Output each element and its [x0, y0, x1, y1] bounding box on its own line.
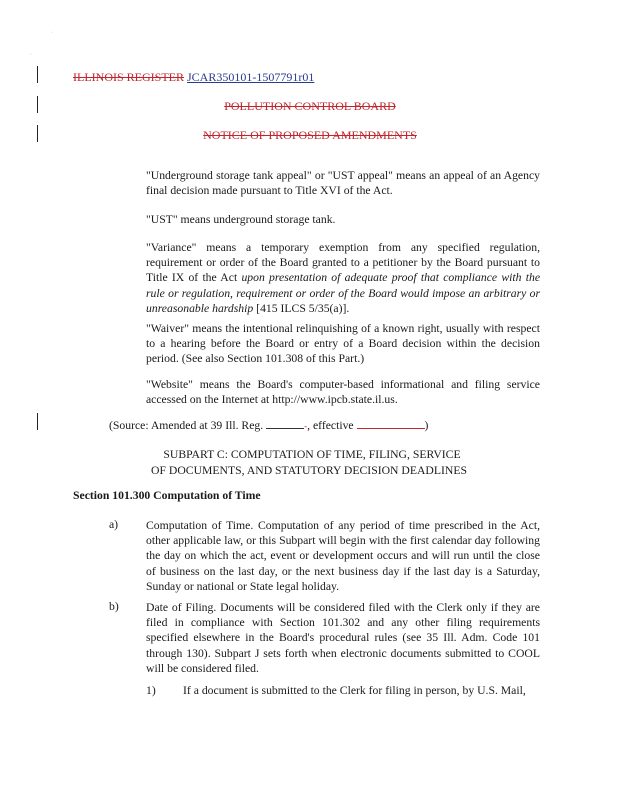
- item-b: [146, 600, 540, 676]
- item-b1-text: If a document is submitted to the Clerk for filing in person, by U.S. Mail,: [183, 684, 526, 697]
- definition-text: "Website" means the Board's computer-based informational and filing service accessed on the Internet at http://www.ipcb.state.il.us.: [146, 378, 540, 407]
- register-inserted-text: JCAR350101-1507791r01: [187, 70, 315, 84]
- source-note: [109, 418, 428, 432]
- source-mid: , effective: [307, 419, 357, 432]
- register-struck-text: ILLINOIS REGISTER: [73, 70, 184, 84]
- definition-variance: [146, 240, 540, 316]
- register-header: [73, 70, 314, 85]
- board-header: [0, 99, 618, 114]
- variance-plain-text: "Variance" means a temporary exemption from any specified regulation, requirement or order of the Board granted to a petitioner by the Board pursuant to Title IX of the Act: [146, 241, 540, 285]
- variance-cite-text: [415 ILCS 5/35(a)].: [253, 301, 350, 315]
- definition-text: "Underground storage tank appeal" or "UST appeal" means an appeal of an Agency final decision made pursuant to Title XVI of the Act.: [146, 169, 540, 198]
- item-a-text: Computation of Time. Computation of any period of time prescribed in the Act, other applicable law, or this Subpart will begin with the first calendar day following the day on which the act, event or development occurs and will run until the close of business on the last day, or the next business day if the last day is a Saturday, Sunday or national or State legal holiday.: [146, 519, 540, 593]
- item-b-label: b): [109, 600, 119, 613]
- board-struck-text: POLLUTION CONTROL BOARD: [224, 99, 396, 113]
- source-red-mark: -: [304, 421, 308, 431]
- item-a-label: a): [109, 518, 119, 531]
- section-heading: Section 101.300 Computation of Time: [73, 489, 261, 502]
- change-bar: [37, 413, 38, 430]
- source-suffix: ): [424, 419, 429, 432]
- subpart-line-1: SUBPART C: COMPUTATION OF TIME, FILING, SERVICE: [163, 448, 461, 461]
- scan-speck: ·: [30, 52, 32, 58]
- source-date-blank: [357, 418, 425, 429]
- item-b1-label: 1): [146, 684, 156, 697]
- definition-ust: [146, 212, 540, 227]
- change-bar: [37, 66, 38, 83]
- source-prefix: (Source: Amended at 39 Ill. Reg.: [109, 419, 267, 432]
- source-reg-blank: [266, 418, 304, 429]
- scan-speck: ·: [51, 30, 53, 36]
- definition-text: "UST" means underground storage tank.: [146, 213, 336, 226]
- variance-italic-text: upon presentation of adequate proof that compliance with the rule or regulation, requirement or order of the Board would impose an arbitrary or unreasonable hardship: [146, 271, 541, 315]
- notice-header: [0, 128, 618, 143]
- subpart-heading: [0, 447, 618, 478]
- notice-struck-text: NOTICE OF PROPOSED AMENDMENTS: [203, 128, 417, 142]
- subpart-line-2: OF DOCUMENTS, AND STATUTORY DECISION DEADLINES: [151, 463, 467, 477]
- definition-text: "Waiver" means the intentional relinquishing of a known right, usually with respect to a hearing before the Board or entry of a Board decision within the decision period. (See also Section 101.308 of this Part.): [146, 322, 540, 366]
- item-a: [146, 518, 540, 594]
- definition-ust-appeal: [146, 168, 540, 198]
- item-b-text: Date of Filing. Documents will be considered filed with the Clerk only if they are filed in compliance with Section 101.302 and any other filing requirements specified elsewhere in the Board's procedural rules (see 35 Ill. Adm. Code 101 through 130). Subpart J sets forth when electronic documents submitted to COOL will be considered filed.: [146, 601, 540, 675]
- definition-waiver: [146, 321, 540, 367]
- definition-website: [146, 377, 540, 407]
